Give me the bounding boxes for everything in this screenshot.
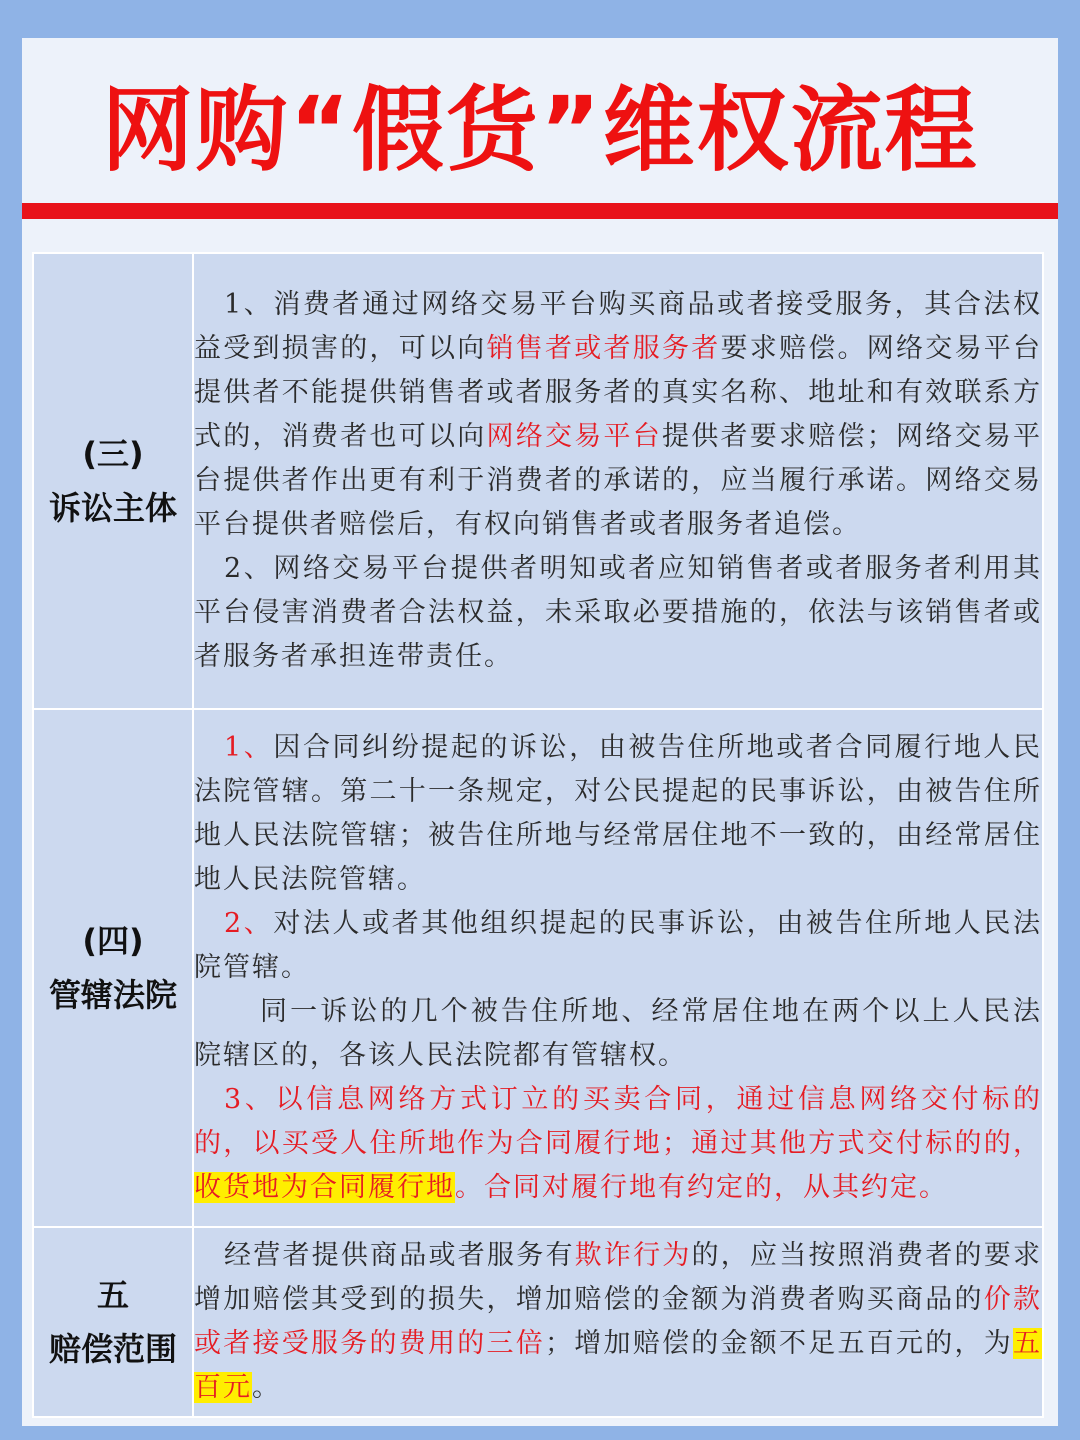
paragraph (194, 726, 1042, 902)
section-number: (三) (82, 435, 144, 473)
section-name: 诉讼主体 (48, 489, 177, 527)
section-name: 管辖法院 (48, 976, 177, 1014)
paragraph: 同一诉讼的几个被告住所地、经常居住地在两个以上人民法院辖区的，各该人民法院都有管辖权。 (194, 996, 1042, 1071)
text: 。 (252, 1372, 281, 1403)
section-label (33, 1227, 193, 1417)
emphasis-text: 销售者或者服务者 (486, 333, 721, 364)
section-number: (四) (82, 922, 144, 960)
table-row (33, 1227, 1043, 1417)
text: ；增加赔偿的金额不足五百元的，为 (545, 1328, 1013, 1359)
table-row (33, 253, 1043, 709)
paragraph (194, 1234, 1042, 1410)
info-table (32, 252, 1044, 1418)
text: 提供者要求赔偿；网络交易平台提供者作出更有利于消费者的承诺的，应当履行承诺。网络交易平台提供者赔偿后，有权向销售者或者服务者追偿。 (194, 421, 1042, 540)
table-row (33, 709, 1043, 1227)
section-content (193, 709, 1043, 1227)
text: 对法人或者其他组织提起的民事诉讼，由被告住所地人民法院管辖。 (194, 908, 1042, 983)
page-frame (22, 38, 1058, 1426)
paragraph (194, 1078, 1042, 1210)
text: 要求赔偿。网络交易平台提供者不能提供销售者或者服务者的真实名称、地址和有效联系方式的，消费者也可以向 (194, 333, 1042, 452)
title-underline (22, 203, 1058, 219)
section-label (33, 709, 193, 1227)
emphasis-text: 价款或者接受服务的费用的三倍 (194, 1284, 1042, 1359)
emphasis-text: 。合同对履行地有约定的，从其约定。 (455, 1172, 948, 1203)
emphasis-text: 3、以信息网络方式订立的买卖合同，通过信息网络交付标的的，以买受人住所地作为合同履行地；通过其他方式交付标的的， (194, 1084, 1042, 1159)
item-number: 1、 (224, 732, 274, 763)
page-title: 网购“假货”维权流程 (101, 77, 979, 184)
section-label (33, 253, 193, 709)
section-number: 五 (96, 1276, 129, 1314)
text: 经营者提供商品或者服务有 (224, 1240, 575, 1271)
highlighted-text: 五百元 (194, 1328, 1042, 1403)
paragraph (194, 902, 1042, 990)
section-content (193, 1227, 1043, 1417)
item-number: 2、 (224, 908, 274, 939)
text: 1、消费者通过网络交易平台购买商品或者接受服务，其合法权益受到损害的，可以向 (194, 289, 1042, 364)
text: 因合同纠纷提起的诉讼，由被告住所地或者合同履行地人民法院管辖。第二十一条规定，对公民提起的民事诉讼，由被告住所地人民法院管辖；被告住所地与经常居住地不一致的，由经常居住地人民法院管辖。 (194, 732, 1042, 895)
paragraph: 2、网络交易平台提供者明知或者应知销售者或者服务者利用其平台侵害消费者合法权益，未采取必要措施的，依法与该销售者或者服务者承担连带责任。 (194, 553, 1042, 672)
emphasis-text: 网络交易平台 (486, 421, 662, 452)
text: 的，应当按照消费者的要求增加赔偿其受到的损失，增加赔偿的金额为消费者购买商品的 (194, 1240, 1043, 1315)
emphasis-text: 欺诈行为 (574, 1240, 692, 1271)
paragraph (194, 283, 1042, 547)
section-content (193, 253, 1043, 709)
highlighted-text: 收货地为合同履行地 (194, 1172, 455, 1203)
section-name: 赔偿范围 (48, 1330, 177, 1368)
